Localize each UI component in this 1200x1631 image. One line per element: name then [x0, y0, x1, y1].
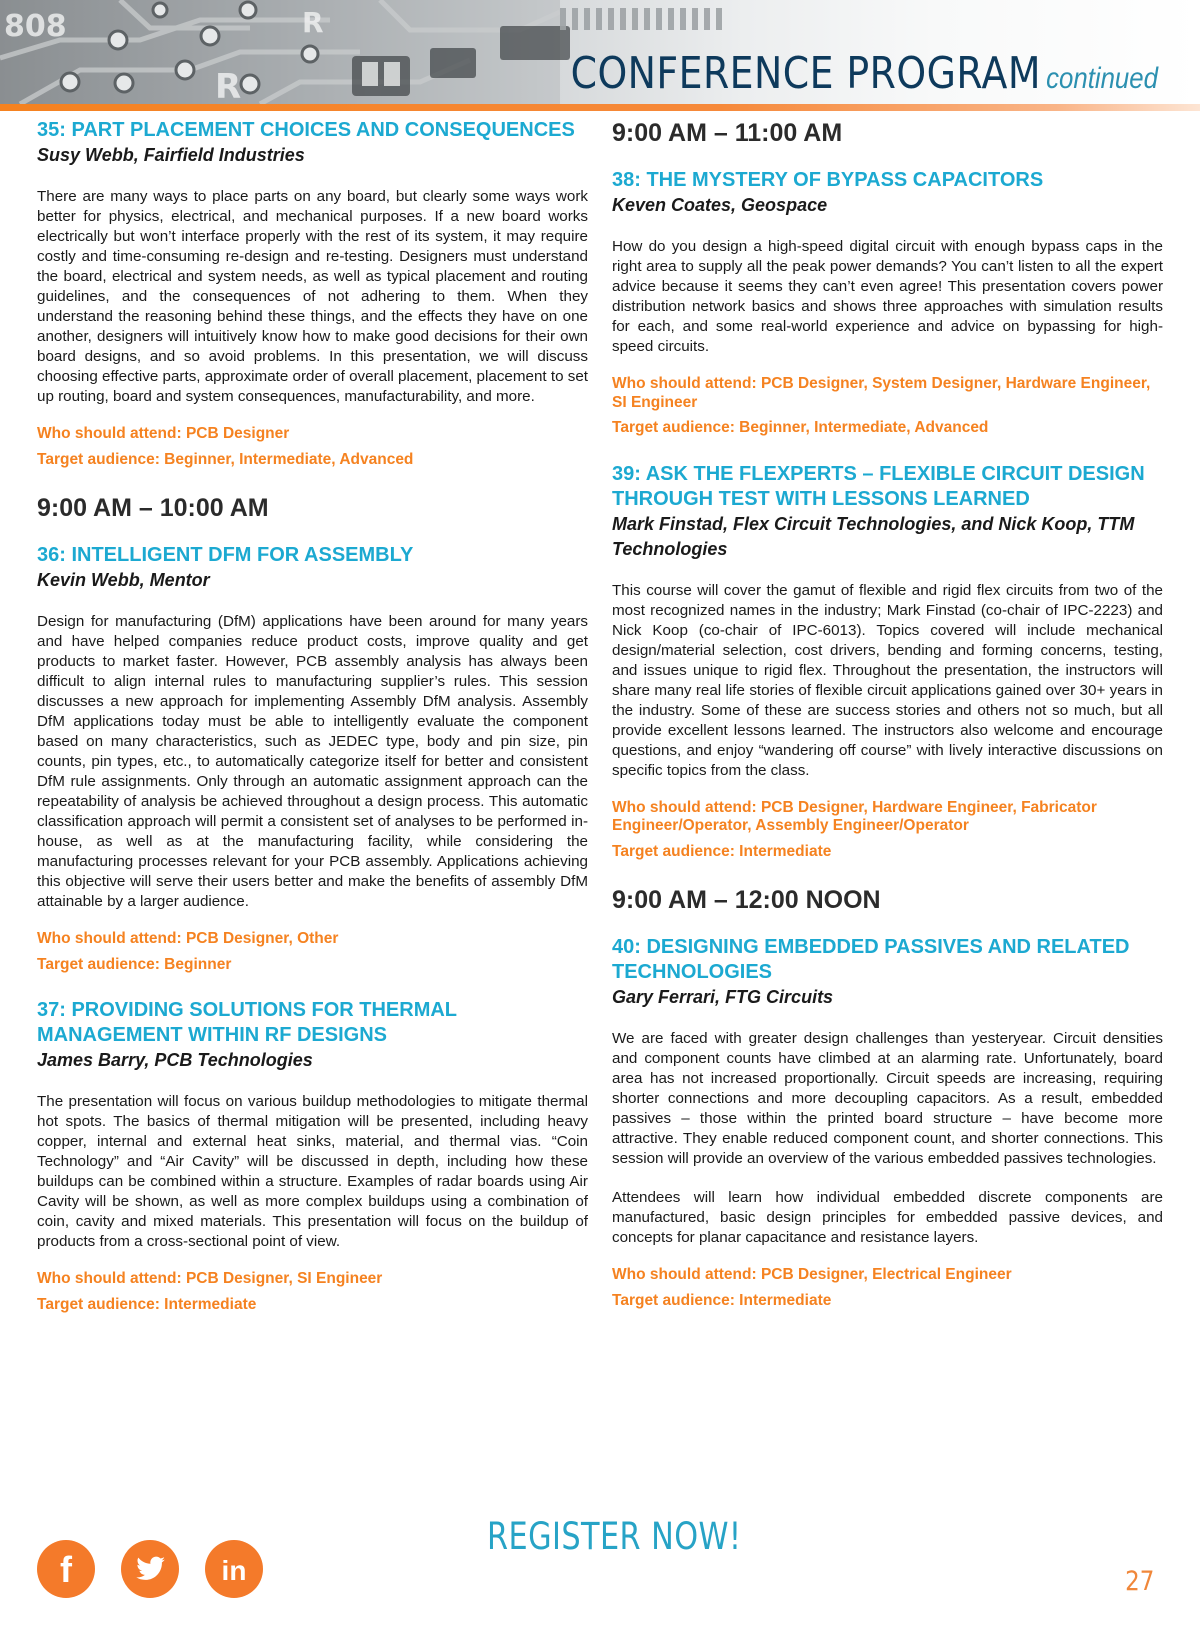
session-37	[37, 998, 588, 1314]
session-title: 40: DESIGNING EMBEDDED PASSIVES AND RELATED TECHNOLOGIES	[612, 936, 1130, 983]
facebook-glyph: f	[60, 1549, 72, 1590]
session-35	[37, 118, 588, 469]
session-39	[612, 462, 1163, 862]
session-speaker: Keven Coates, Geospace	[612, 195, 828, 215]
page-number: 27	[1124, 1566, 1154, 1597]
session-description: The presentation will focus on various buildup methodologies to mitigate thermal hot spots. The basics of thermal mitigation will be presented, including heavy copper, internal and external heat sinks, material, and thermal vias. “Coin Technology” and “Air Cavity” will be discussed in depth, including how these buildups can be combined within a structure. Examples of radar boards using Air Cavity will be shown, as well as more complex buildups using a combination of coin, cavity and mixed materials. This presentation will focus on the buildup of products from a cross-sectional point of view.	[37, 1093, 588, 1250]
header-subtitle: continued	[1046, 62, 1158, 95]
session-title: 36: INTELLIGENT DFM FOR ASSEMBLY	[37, 544, 414, 566]
time-slot-heading: 9:00 AM – 12:00 NOON	[612, 886, 881, 914]
pcb-marking: 808	[4, 9, 67, 44]
session-who-should-attend: Who should attend: PCB Designer, Other	[37, 930, 339, 947]
session-who-should-attend: Who should attend: PCB Designer, Electrical Engineer	[612, 1266, 1012, 1283]
session-who-should-attend: Who should attend: PCB Designer, SI Engineer	[37, 1270, 383, 1287]
session-title: 35: PART PLACEMENT CHOICES AND CONSEQUENCES	[37, 119, 575, 141]
session-target-audience: Target audience: Intermediate	[612, 1291, 832, 1309]
page-header-title	[571, 48, 1158, 99]
session-who-should-attend: Who should attend: PCB Designer	[37, 425, 290, 442]
pcb-marking: R	[302, 6, 324, 39]
session-description: We are faced with greater design challenges than yesteryear. Circuit densities and component counts have climbed at an alarming rate. Unfortunately, board area has not increased proportionally. Circuit speeds are increasing, requiring shorter connections and more decoupling capacitors. As a result, embedded passives – those within the printed board structure – have become more attractive. They enable reduced component count, and shorter connections. This session will provide an overview of the various embedded passives technologies.	[612, 1030, 1163, 1167]
session-target-audience: Target audience: Intermediate	[612, 842, 832, 860]
session-target-audience: Target audience: Beginner	[37, 955, 232, 973]
header-title-text: CONFERENCE PROGRAM	[570, 48, 1041, 99]
session-description: There are many ways to place parts on any board, but clearly some ways work better for physics, electrical, and mechanical purposes. If a new board works electrically but won’t interface properly with the rest of its system, it may require costly and time-consuming re-design and re-testing. Designers must understand the board, electrical and system needs, as well as typical placement and routing guidelines, and the consequences of not adhering to them. When they understand the reasoning behind these things, and the effects they have on one another, designers will intuitively know how to make good decisions for their own board designs, and so avoid problems. In this presentation, we will discuss choosing effective parts, approximate order of overall placement, placement to set up routing, board and system consequences, manufacturability, and more.	[37, 188, 588, 405]
session-title: 37: PROVIDING SOLUTIONS FOR THERMAL MANAGEMENT WITHIN RF DESIGNS	[37, 999, 457, 1046]
session-speaker: Susy Webb, Fairfield Industries	[37, 145, 305, 165]
session-38	[612, 168, 1163, 438]
linkedin-glyph: in	[221, 1555, 247, 1586]
session-40	[612, 935, 1163, 1310]
session-speaker: Kevin Webb, Mentor	[37, 570, 210, 590]
header-orange-rule	[0, 104, 1200, 111]
left-column	[37, 118, 588, 1338]
session-who-should-attend: Who should attend: PCB Designer, System Designer, Hardware Engineer, SI Engineer	[612, 375, 1151, 411]
twitter-button[interactable]	[121, 1540, 179, 1598]
session-description: Design for manufacturing (DfM) applications have been around for many years and have helped companies reduce product costs, improve quality and get products to market faster. However, PCB assembly analysis has always been difficult to align internal rules to manufacturing supplier’s rules. This session discusses a new approach for implementing Assembly DfM analysis. Assembly DfM applications today must be able to intelligently evaluate the component based on many characteristics, such as JEDEC type, body and pin size, pin counts, pin types, etc., to automatically categorize itself for better and consistent DfM rule assignments. Only through an automatic assignment approach can the repeatability of analysis be achieved throughout a design process. This automatic classification approach will permit a consistent set of analyses to be performed in-house, as well as at the manufacturing facility, while considering the manufacturing processes relevant for your PCB assembly. Applications achieving this objective will serve their users better and make the benefits of assembly DfM attainable by a larger audience.	[37, 613, 588, 910]
register-now-link[interactable]: REGISTER NOW!	[487, 1515, 742, 1558]
session-description: This course will cover the gamut of flexible and rigid flex circuits from two of the most recognized names in the industry; Mark Finstad (co-chair of IPC-2223) and Nick Koop (co-chair of IPC-6013). Topics covered will include mechanical design/material selection, cost drivers, bending and forming concerns, testing, and issues unique to rigid flex. Throughout the presentation, the instructors will share many real life stories of flexible circuit applications gained over 30+ years in the industry. Some of these are success stories and others not so much, but all provide excellent lessons learned. The instructors also welcome and encourage questions, and enjoy “wandering off course” with lively interactive discussions on specific topics from the class.	[612, 581, 1163, 779]
facebook-icon	[37, 1540, 95, 1598]
facebook-button[interactable]	[37, 1540, 95, 1598]
session-target-audience: Target audience: Intermediate	[37, 1295, 257, 1313]
time-slot-heading: 9:00 AM – 11:00 AM	[612, 119, 843, 147]
pcb-marking: R	[215, 67, 242, 104]
session-title: 38: THE MYSTERY OF BYPASS CAPACITORS	[612, 169, 1044, 191]
linkedin-button[interactable]	[205, 1540, 263, 1598]
twitter-bird-icon	[121, 1540, 179, 1598]
header-banner	[0, 0, 1200, 104]
time-slot-heading: 9:00 AM – 10:00 AM	[37, 494, 269, 522]
session-speaker: Mark Finstad, Flex Circuit Technologies, and Nick Koop, TTM Technologies	[612, 513, 1135, 559]
session-title: 39: ASK THE FLEXPERTS – FLEXIBLE CIRCUIT DESIGN THROUGH TEST WITH LESSONS LEARNED	[612, 462, 1145, 510]
session-target-audience: Target audience: Beginner, Intermediate, Advanced	[37, 450, 414, 468]
session-description: Attendees will learn how individual embedded discrete components are manufactured, basic design principles for embedded passive devices, and concepts for planar capacitance and resistance layers.	[612, 1189, 1163, 1246]
right-column	[612, 118, 1163, 1334]
session-target-audience: Target audience: Beginner, Intermediate, Advanced	[612, 419, 989, 436]
session-36	[37, 543, 588, 974]
session-who-should-attend: Who should attend: PCB Designer, Hardware Engineer, Fabricator Engineer/Operator, Assembly Engineer/Operator	[612, 798, 1097, 834]
linkedin-icon	[205, 1540, 263, 1598]
session-speaker: James Barry, PCB Technologies	[37, 1050, 313, 1070]
session-speaker: Gary Ferrari, FTG Circuits	[612, 987, 834, 1007]
session-description: How do you design a high-speed digital circuit with enough bypass caps in the right area to supply all the peak power demands? You can’t listen to all the expert advice because it seems they can’t even agree! This presentation covers power distribution network basics and shows three approaches with simulation results for each, and some real-world experience and advice on bypassing for high-speed circuits.	[612, 238, 1163, 355]
